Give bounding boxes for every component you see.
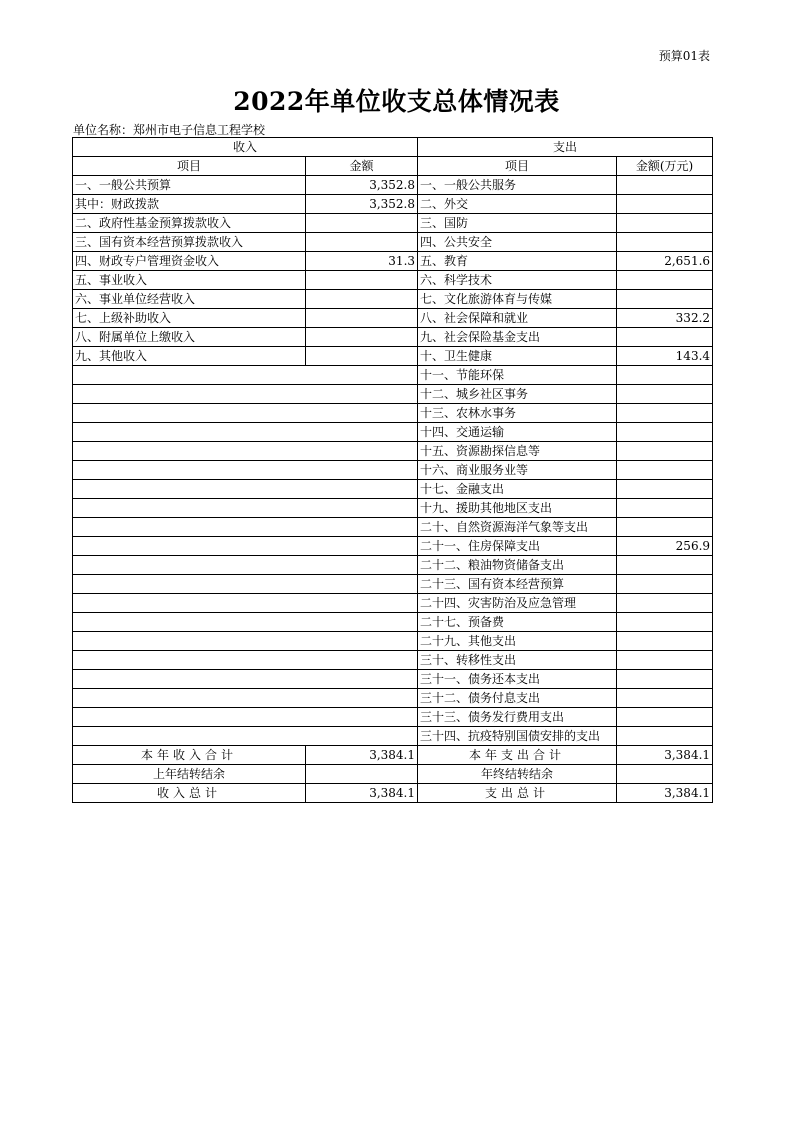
expense-item-cell: 七、文化旅游体育与传媒 xyxy=(418,290,617,309)
table-row xyxy=(73,423,713,442)
grand-total-row xyxy=(73,784,713,803)
income-item-cell: 九、其他收入 xyxy=(73,347,306,366)
table-row xyxy=(73,575,713,594)
expense-amount-cell xyxy=(617,195,713,214)
expense-amount-cell xyxy=(617,708,713,727)
expense-amount-cell xyxy=(617,575,713,594)
expense-item-cell: 二、外交 xyxy=(418,195,617,214)
table-row xyxy=(73,309,713,328)
expense-item-cell: 三十一、债务还本支出 xyxy=(418,670,617,689)
income-total-label: 收入总计 xyxy=(73,784,306,803)
income-amount-cell xyxy=(306,309,418,328)
expense-item-cell: 三十二、债务付息支出 xyxy=(418,689,617,708)
empty-income-cell xyxy=(73,594,418,613)
income-amount-cell xyxy=(306,233,418,252)
table-row xyxy=(73,651,713,670)
expense-item-cell: 二十、自然资源海洋气象等支出 xyxy=(418,518,617,537)
expense-amount-cell xyxy=(617,480,713,499)
subtotal-row xyxy=(73,746,713,765)
empty-income-cell xyxy=(73,651,418,670)
expense-item-cell: 二十三、国有资本经营预算 xyxy=(418,575,617,594)
expense-amount-cell xyxy=(617,651,713,670)
table-row xyxy=(73,271,713,290)
empty-income-cell xyxy=(73,708,418,727)
income-amount-cell xyxy=(306,290,418,309)
expense-amount-cell xyxy=(617,271,713,290)
expense-item-cell: 三十、转移性支出 xyxy=(418,651,617,670)
table-row xyxy=(73,290,713,309)
income-total-label: 上年结转结余 xyxy=(73,765,306,784)
empty-income-cell xyxy=(73,499,418,518)
income-amount-cell: 3,352.8 xyxy=(306,195,418,214)
expense-item-cell: 十九、援助其他地区支出 xyxy=(418,499,617,518)
empty-income-cell xyxy=(73,575,418,594)
empty-income-cell xyxy=(73,385,418,404)
expense-amount-cell xyxy=(617,461,713,480)
expense-amount-cell xyxy=(617,727,713,746)
income-item-cell: 五、事业收入 xyxy=(73,271,306,290)
expense-item-cell: 二十四、灾害防治及应急管理 xyxy=(418,594,617,613)
expense-total-amount: 3,384.1 xyxy=(617,784,713,803)
expense-total-label: 支出总计 xyxy=(418,784,617,803)
income-item-cell: 三、国有资本经营预算拨款收入 xyxy=(73,233,306,252)
empty-income-cell xyxy=(73,518,418,537)
expense-amount-cell xyxy=(617,499,713,518)
budget-table xyxy=(72,137,713,803)
expense-item-cell: 六、科学技术 xyxy=(418,271,617,290)
income-total-amount xyxy=(306,765,418,784)
table-row xyxy=(73,252,713,271)
income-total-amount: 3,384.1 xyxy=(306,746,418,765)
empty-income-cell xyxy=(73,423,418,442)
income-item-cell: 七、上级补助收入 xyxy=(73,309,306,328)
empty-income-cell xyxy=(73,461,418,480)
empty-income-cell xyxy=(73,480,418,499)
expense-amount-cell xyxy=(617,404,713,423)
expense-amount-cell: 2,651.6 xyxy=(617,252,713,271)
table-row xyxy=(73,689,713,708)
income-item-cell: 六、事业单位经营收入 xyxy=(73,290,306,309)
expense-amount-cell xyxy=(617,423,713,442)
table-row xyxy=(73,442,713,461)
empty-income-cell xyxy=(73,404,418,423)
income-total-amount: 3,384.1 xyxy=(306,784,418,803)
expense-amount-header: 金额(万元) xyxy=(617,157,713,176)
expense-item-cell: 二十七、预备费 xyxy=(418,613,617,632)
expense-item-cell: 二十一、住房保障支出 xyxy=(418,537,617,556)
expense-amount-cell xyxy=(617,442,713,461)
expense-item-cell: 八、社会保障和就业 xyxy=(418,309,617,328)
income-item-cell: 其中：财政拨款 xyxy=(73,195,306,214)
empty-income-cell xyxy=(73,537,418,556)
expense-amount-cell xyxy=(617,233,713,252)
expense-item-cell: 十五、资源勘探信息等 xyxy=(418,442,617,461)
expense-item-cell: 十、卫生健康 xyxy=(418,347,617,366)
expense-item-cell: 一、一般公共服务 xyxy=(418,176,617,195)
table-row xyxy=(73,499,713,518)
income-item-cell: 二、政府性基金预算拨款收入 xyxy=(73,214,306,233)
table-row xyxy=(73,366,713,385)
income-amount-cell xyxy=(306,271,418,290)
expense-total-label: 本年支出合计 xyxy=(418,746,617,765)
table-row xyxy=(73,385,713,404)
income-amount-cell: 3,352.8 xyxy=(306,176,418,195)
expense-item-cell: 三十三、债务发行费用支出 xyxy=(418,708,617,727)
table-row xyxy=(73,328,713,347)
expense-item-cell: 十二、城乡社区事务 xyxy=(418,385,617,404)
table-row xyxy=(73,176,713,195)
income-amount-cell xyxy=(306,214,418,233)
expense-total-amount xyxy=(617,765,713,784)
empty-income-cell xyxy=(73,556,418,575)
table-row xyxy=(73,480,713,499)
table-row xyxy=(73,708,713,727)
table-row xyxy=(73,518,713,537)
expense-item-cell: 九、社会保险基金支出 xyxy=(418,328,617,347)
header-row-columns xyxy=(73,157,713,176)
expense-item-cell: 十三、农林水事务 xyxy=(418,404,617,423)
income-amount-cell xyxy=(306,328,418,347)
expense-amount-cell xyxy=(617,613,713,632)
unit-name: 单位名称：郑州市电子信息工程学校 xyxy=(73,123,266,137)
table-row xyxy=(73,195,713,214)
expense-amount-cell xyxy=(617,594,713,613)
income-total-label: 本年收入合计 xyxy=(73,746,306,765)
expense-amount-cell xyxy=(617,176,713,195)
empty-income-cell xyxy=(73,670,418,689)
expense-amount-cell xyxy=(617,214,713,233)
expense-amount-cell xyxy=(617,385,713,404)
expense-total-amount: 3,384.1 xyxy=(617,746,713,765)
expense-item-header: 项目 xyxy=(418,157,617,176)
expense-amount-cell: 332.2 xyxy=(617,309,713,328)
table-row xyxy=(73,556,713,575)
page-title: 2022年单位收支总体情况表 xyxy=(233,87,560,116)
expense-total-label: 年终结转结余 xyxy=(418,765,617,784)
expense-amount-cell xyxy=(617,328,713,347)
expense-amount-cell xyxy=(617,632,713,651)
empty-income-cell xyxy=(73,366,418,385)
table-row xyxy=(73,632,713,651)
empty-income-cell xyxy=(73,442,418,461)
header-row-sections xyxy=(73,138,713,157)
expense-item-cell: 十七、金融支出 xyxy=(418,480,617,499)
expense-item-cell: 五、教育 xyxy=(418,252,617,271)
expense-amount-cell xyxy=(617,670,713,689)
income-item-cell: 一、一般公共预算 xyxy=(73,176,306,195)
empty-income-cell xyxy=(73,632,418,651)
table-row xyxy=(73,594,713,613)
table-row xyxy=(73,461,713,480)
expense-item-cell: 二十二、粮油物资储备支出 xyxy=(418,556,617,575)
budget-table-body xyxy=(73,138,713,803)
table-row xyxy=(73,404,713,423)
expense-item-cell: 十一、节能环保 xyxy=(418,366,617,385)
expense-item-cell: 四、公共安全 xyxy=(418,233,617,252)
income-item-cell: 八、附属单位上缴收入 xyxy=(73,328,306,347)
expense-amount-cell xyxy=(617,290,713,309)
table-row xyxy=(73,727,713,746)
expense-item-cell: 三、国防 xyxy=(418,214,617,233)
empty-income-cell xyxy=(73,727,418,746)
expense-item-cell: 十四、交通运输 xyxy=(418,423,617,442)
income-item-cell: 四、财政专户管理资金收入 xyxy=(73,252,306,271)
expense-item-cell: 二十九、其他支出 xyxy=(418,632,617,651)
empty-income-cell xyxy=(73,613,418,632)
empty-income-cell xyxy=(73,689,418,708)
income-section-header: 收入 xyxy=(73,138,418,157)
expense-amount-cell xyxy=(617,689,713,708)
table-row xyxy=(73,670,713,689)
expense-item-cell: 十六、商业服务业等 xyxy=(418,461,617,480)
expense-amount-cell: 256.9 xyxy=(617,537,713,556)
form-code: 预算01表 xyxy=(658,49,710,63)
expense-item-cell: 三十四、抗疫特别国债安排的支出 xyxy=(418,727,617,746)
expense-section-header: 支出 xyxy=(418,138,713,157)
expense-amount-cell: 143.4 xyxy=(617,347,713,366)
carryover-row xyxy=(73,765,713,784)
income-amount-cell xyxy=(306,347,418,366)
expense-amount-cell xyxy=(617,518,713,537)
income-amount-header: 金额 xyxy=(306,157,418,176)
table-row xyxy=(73,347,713,366)
expense-amount-cell xyxy=(617,556,713,575)
expense-amount-cell xyxy=(617,366,713,385)
income-amount-cell: 31.3 xyxy=(306,252,418,271)
table-row xyxy=(73,233,713,252)
table-row xyxy=(73,214,713,233)
income-item-header: 项目 xyxy=(73,157,306,176)
table-row xyxy=(73,613,713,632)
table-row xyxy=(73,537,713,556)
